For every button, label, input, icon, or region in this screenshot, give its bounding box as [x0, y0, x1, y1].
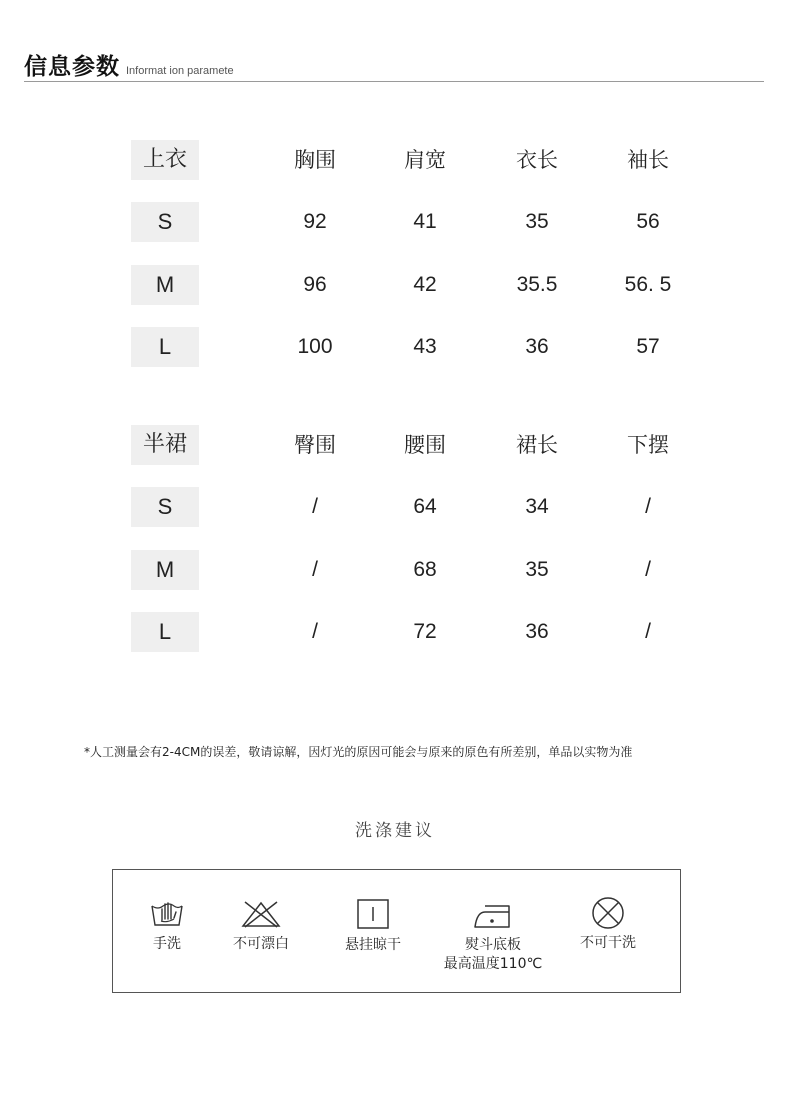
- hand-wash-icon: [149, 898, 185, 928]
- table-cell: /: [645, 620, 651, 643]
- column-header: 衣长: [516, 148, 558, 172]
- hang-dry-icon: [356, 898, 390, 930]
- no-dry-clean-icon: [590, 896, 626, 930]
- table-cell: 57: [636, 335, 660, 358]
- table-cell: 35: [525, 210, 549, 233]
- column-header: 裙长: [516, 433, 558, 457]
- column-header: 腰围: [404, 433, 446, 457]
- care-box: [112, 869, 681, 993]
- size-label: L: [131, 612, 199, 652]
- table-cell: /: [312, 620, 318, 643]
- page-subtitle: Informat ion paramete: [126, 65, 234, 77]
- table-cell: 72: [413, 620, 437, 643]
- size-label: M: [131, 550, 199, 590]
- column-header: 臀围: [294, 433, 336, 457]
- table-cell: 64: [413, 495, 437, 518]
- table-row: [0, 265, 790, 305]
- category-label: 半裙: [131, 425, 199, 465]
- table-row: [0, 487, 790, 527]
- column-header: 胸围: [294, 148, 336, 172]
- care-label: 不可漂白: [233, 936, 289, 952]
- care-label-line2: 最高温度110℃: [443, 956, 543, 972]
- table-row: [0, 612, 790, 652]
- table-cell: 43: [413, 335, 437, 358]
- care-item-hand-wash: [143, 898, 191, 954]
- table-cell: 96: [303, 273, 327, 296]
- page-header: [24, 48, 234, 81]
- measurement-note: *人工测量会有2-4CM的误差，敬请谅解，因灯光的原因可能会与原来的原色有所差别，单品以实物为准: [84, 745, 633, 759]
- table-cell: 56. 5: [624, 273, 672, 296]
- iron-low-icon: [471, 900, 515, 930]
- table-cell: 34: [525, 495, 549, 518]
- no-bleach-icon: [239, 900, 283, 928]
- care-label: 不可干洗: [580, 935, 636, 951]
- care-item-iron: [435, 900, 551, 974]
- care-item-no-dry-clean: [571, 896, 645, 953]
- table-cell: 100: [297, 335, 333, 358]
- care-label: 手洗: [153, 936, 181, 952]
- size-label: L: [131, 327, 199, 367]
- care-label: 悬挂晾干: [345, 937, 401, 953]
- table-cell: 68: [413, 558, 437, 581]
- table-cell: 36: [525, 620, 549, 643]
- table-cell: 92: [303, 210, 327, 233]
- table-row: [0, 550, 790, 590]
- column-header: 下摆: [627, 433, 669, 457]
- column-header: 肩宽: [404, 148, 446, 172]
- size-label: S: [131, 487, 199, 527]
- table-cell: 56: [636, 210, 660, 233]
- header-divider: [24, 81, 764, 82]
- table-cell: 42: [413, 273, 437, 296]
- table-cell: /: [312, 495, 318, 518]
- table-header-row: [0, 140, 790, 180]
- table-cell: 35: [525, 558, 549, 581]
- table-cell: /: [645, 558, 651, 581]
- size-label: M: [131, 265, 199, 305]
- table-row: [0, 327, 790, 367]
- size-label: S: [131, 202, 199, 242]
- table-cell: 36: [525, 335, 549, 358]
- table-row: [0, 202, 790, 242]
- table-header-row: [0, 425, 790, 465]
- care-item-hang-dry: [338, 898, 408, 955]
- care-label: 熨斗底板: [465, 937, 521, 953]
- table-cell: /: [645, 495, 651, 518]
- care-title: 洗涤建议: [355, 821, 435, 841]
- column-header: 袖长: [627, 148, 669, 172]
- table-cell: 35.5: [516, 273, 558, 296]
- care-item-no-bleach: [226, 900, 296, 954]
- page-title: 信息参数: [24, 54, 120, 80]
- category-label: 上衣: [131, 140, 199, 180]
- table-cell: 41: [413, 210, 437, 233]
- table-cell: /: [312, 558, 318, 581]
